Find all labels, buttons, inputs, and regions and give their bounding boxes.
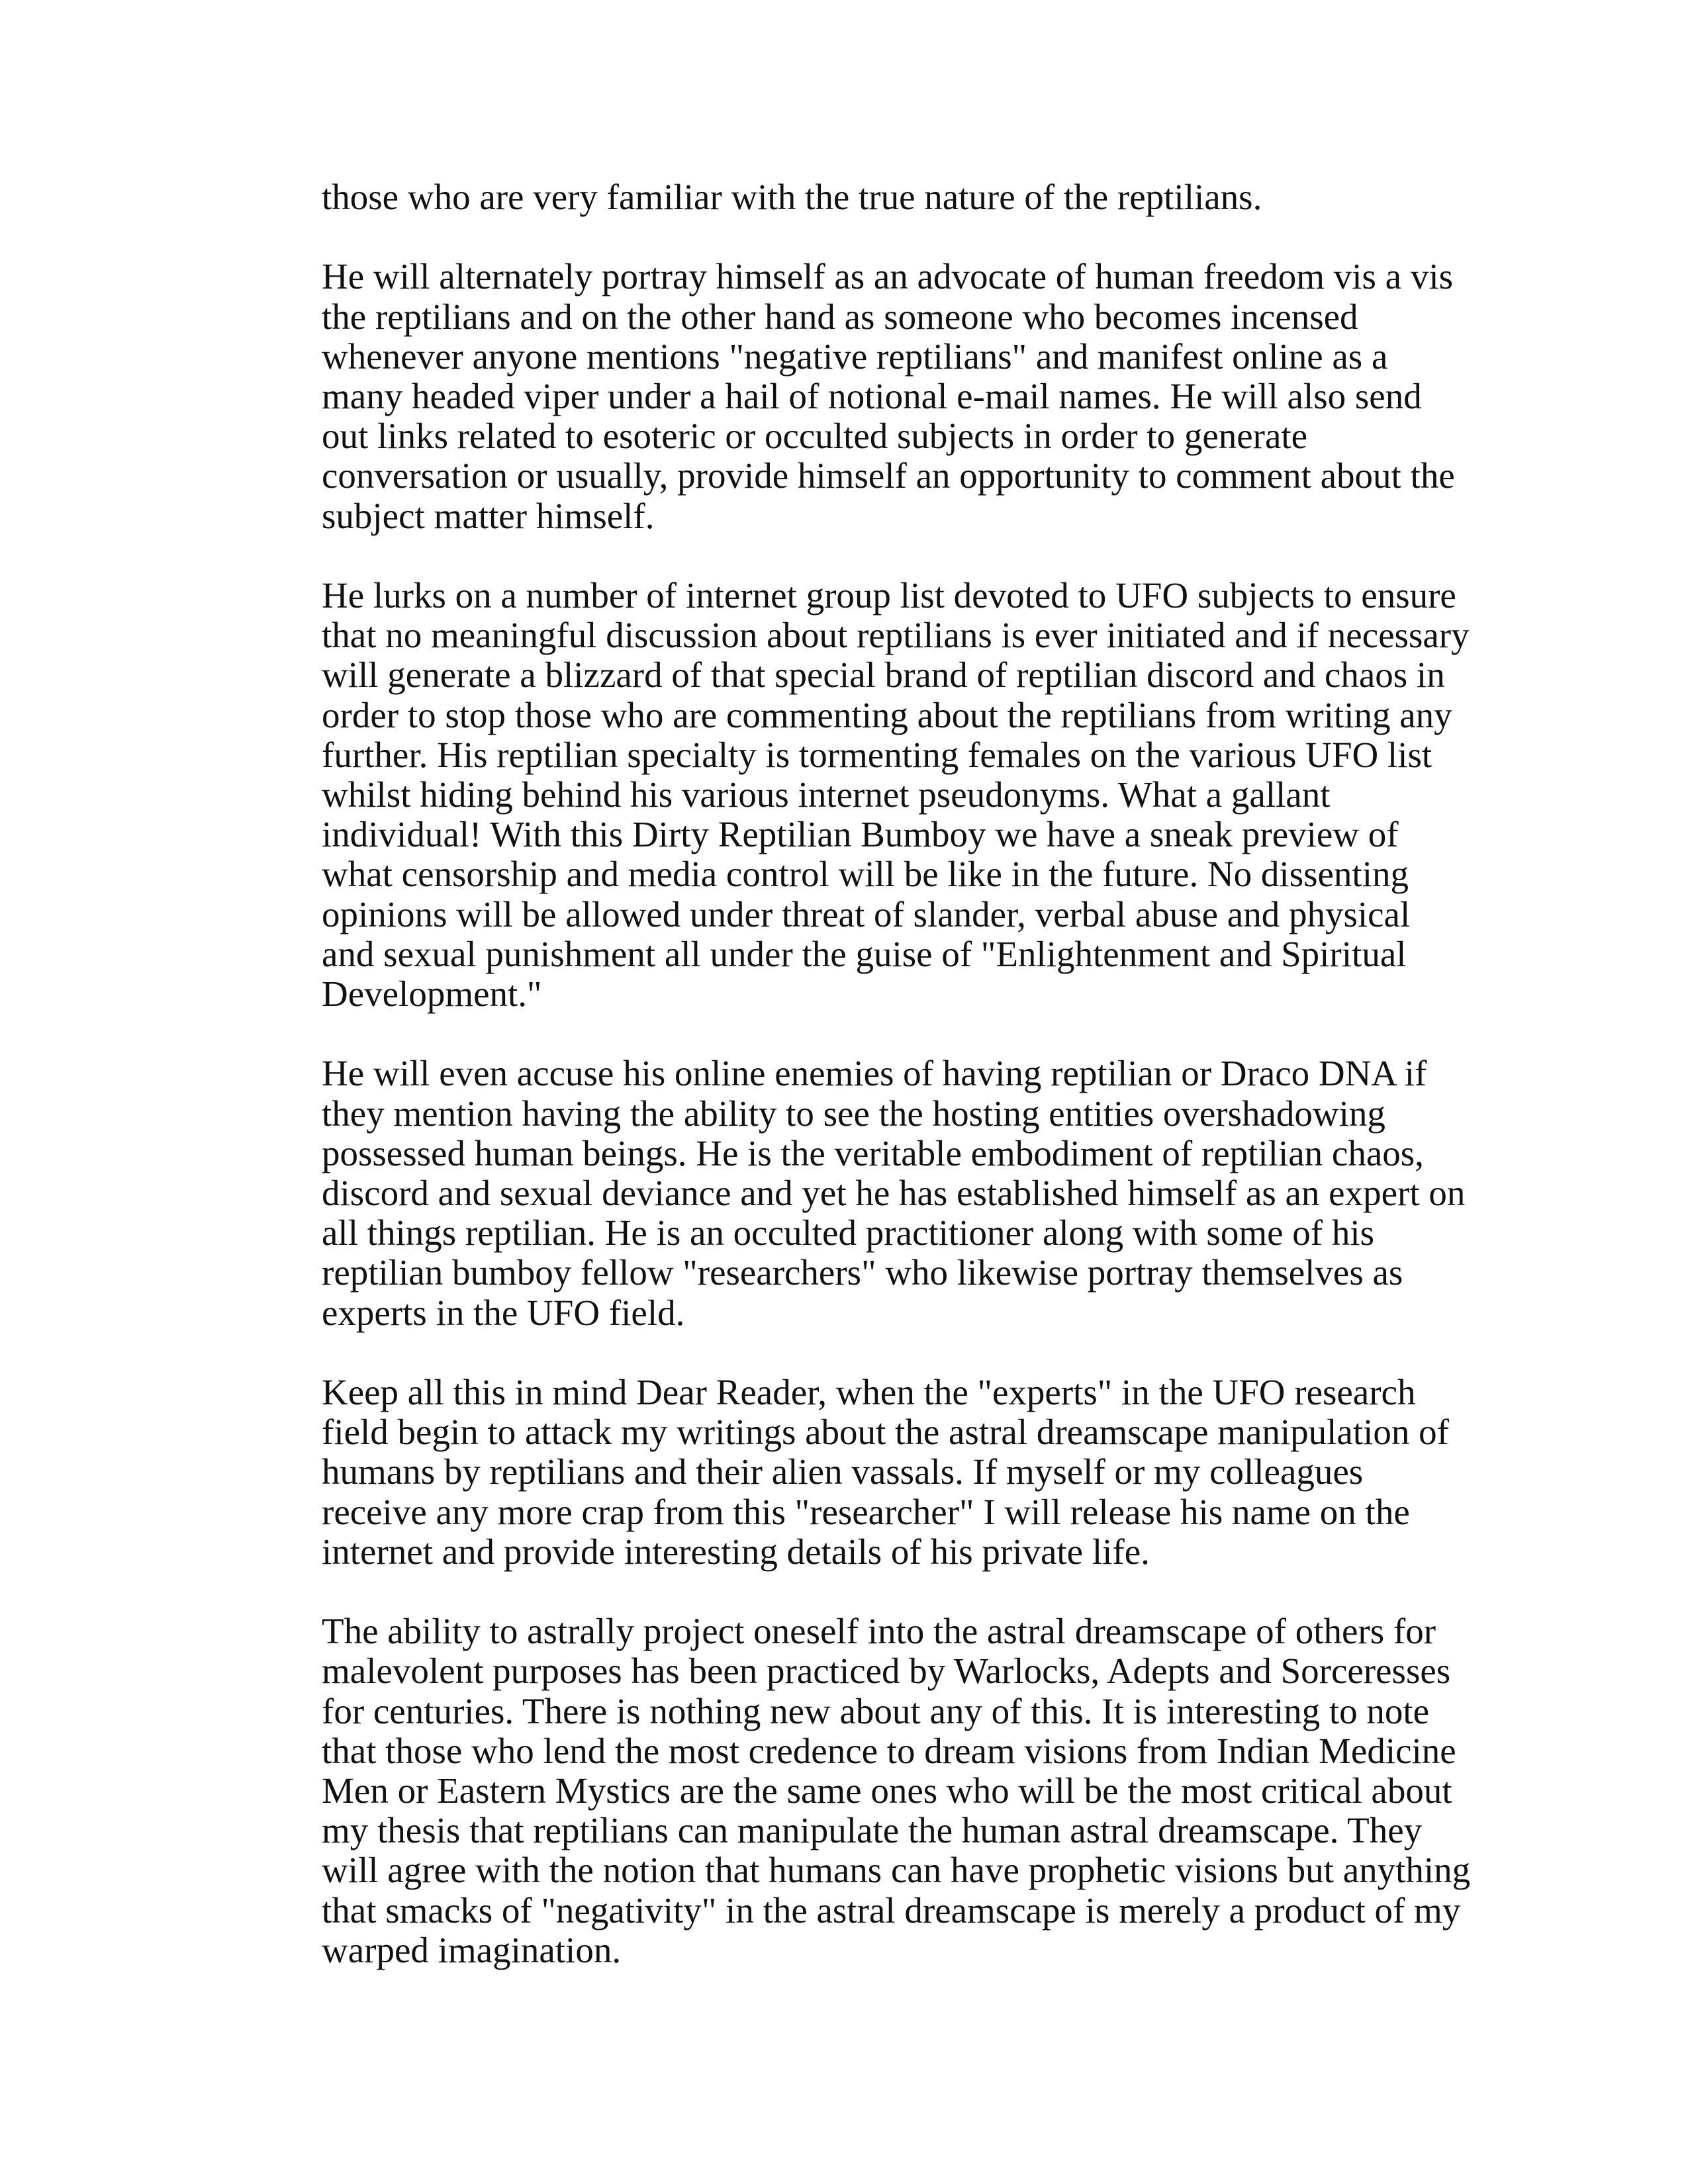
text-line: The ability to astrally project oneself into the astral dreamscape of others for bbox=[322, 1611, 1436, 1652]
text-line: He lurks on a number of internet group list devoted to UFO subjects to ensure bbox=[322, 575, 1456, 615]
text-line: Keep all this in mind Dear Reader, when the "experts" in the UFO research bbox=[322, 1372, 1416, 1413]
text-line: He will even accuse his online enemies of having reptilian or Draco DNA if bbox=[322, 1053, 1427, 1094]
text-line: and sexual punishment all under the guise of "Enlightenment and Spiritual bbox=[322, 933, 1407, 974]
paragraph-1 bbox=[322, 177, 1421, 217]
text-line: that smacks of "negativity" in the astral dreamscape is merely a product of my bbox=[322, 1889, 1461, 1931]
text-line: Development." bbox=[322, 974, 542, 1015]
paragraph-6 bbox=[322, 1611, 1471, 1970]
text-line: all things reptilian. He is an occulted practitioner along with some of his bbox=[322, 1212, 1375, 1253]
paragraph-2 bbox=[322, 256, 1455, 536]
text-line: that no meaningful discussion about reptilians is ever initiated and if necessary bbox=[322, 615, 1470, 656]
text-line: for centuries. There is nothing new about any of this. It is interesting to note bbox=[322, 1690, 1430, 1731]
text-line: conversation or usually, provide himself an opportunity to comment about the bbox=[322, 455, 1455, 496]
text-line: discord and sexual deviance and yet he has established himself as an expert on bbox=[322, 1173, 1466, 1214]
text-line: malevolent purposes has been practiced by Warlocks, Adepts and Sorceresses bbox=[322, 1651, 1451, 1692]
text-line: opinions will be allowed under threat of slander, verbal abuse and physical bbox=[322, 893, 1411, 934]
text-line: experts in the UFO field. bbox=[322, 1292, 685, 1333]
paragraph-5 bbox=[322, 1372, 1449, 1572]
text-line: order to stop those who are commenting about the reptilians from writing any bbox=[322, 694, 1452, 735]
text-line: field begin to attack my writings about the astral dreamscape manipulation of bbox=[322, 1412, 1449, 1453]
body-text bbox=[322, 177, 1471, 1970]
text-line: those who are very familiar with the true nature of the reptilians. bbox=[322, 177, 1262, 217]
text-line: He will alternately portray himself as an advocate of human freedom vis a vis bbox=[322, 256, 1454, 297]
text-line: whilst hiding behind his various internet pseudonyms. What a gallant bbox=[322, 774, 1331, 815]
text-line: humans by reptilians and their alien vassals. If myself or my colleagues bbox=[322, 1451, 1364, 1492]
text-line: possessed human beings. He is the veritable embodiment of reptilian chaos, bbox=[322, 1132, 1424, 1173]
text-line: individual! With this Dirty Reptilian Bumboy we have a sneak preview of bbox=[322, 814, 1399, 855]
text-line: the reptilians and on the other hand as someone who becomes incensed bbox=[322, 296, 1358, 337]
text-line: what censorship and media control will be like in the future. No dissenting bbox=[322, 854, 1409, 895]
text-line: subject matter himself. bbox=[322, 495, 655, 536]
text-line: will generate a blizzard of that special brand of reptilian discord and chaos in bbox=[322, 655, 1445, 696]
text-line: whenever anyone mentions "negative reptilians" and manifest online as a bbox=[322, 336, 1388, 377]
paragraph-3 bbox=[322, 575, 1470, 1015]
text-line: many headed viper under a hail of notional e-mail names. He will also send bbox=[322, 376, 1422, 416]
text-line: will agree with the notion that humans can have prophetic visions but anything bbox=[322, 1850, 1471, 1891]
text-line: further. His reptilian specialty is tormenting females on the various UFO list bbox=[322, 734, 1432, 775]
text-line: reptilian bumboy fellow "researchers" who likewise portray themselves as bbox=[322, 1252, 1403, 1293]
text-line: internet and provide interesting details of his private life. bbox=[322, 1531, 1150, 1572]
paragraph-4 bbox=[322, 1053, 1466, 1333]
text-line: my thesis that reptilians can manipulate the human astral dreamscape. They bbox=[322, 1810, 1423, 1851]
text-line: Men or Eastern Mystics are the same ones who will be the most critical about bbox=[322, 1770, 1452, 1811]
text-line: warped imagination. bbox=[322, 1929, 622, 1970]
text-line: that those who lend the most credence to dream visions from Indian Medicine bbox=[322, 1730, 1456, 1771]
text-line: they mention having the ability to see the hosting entities overshadowing bbox=[322, 1093, 1385, 1134]
text-line: out links related to esoteric or occulted subjects in order to generate bbox=[322, 416, 1308, 457]
text-line: receive any more crap from this "researcher" I will release his name on the bbox=[322, 1491, 1410, 1532]
